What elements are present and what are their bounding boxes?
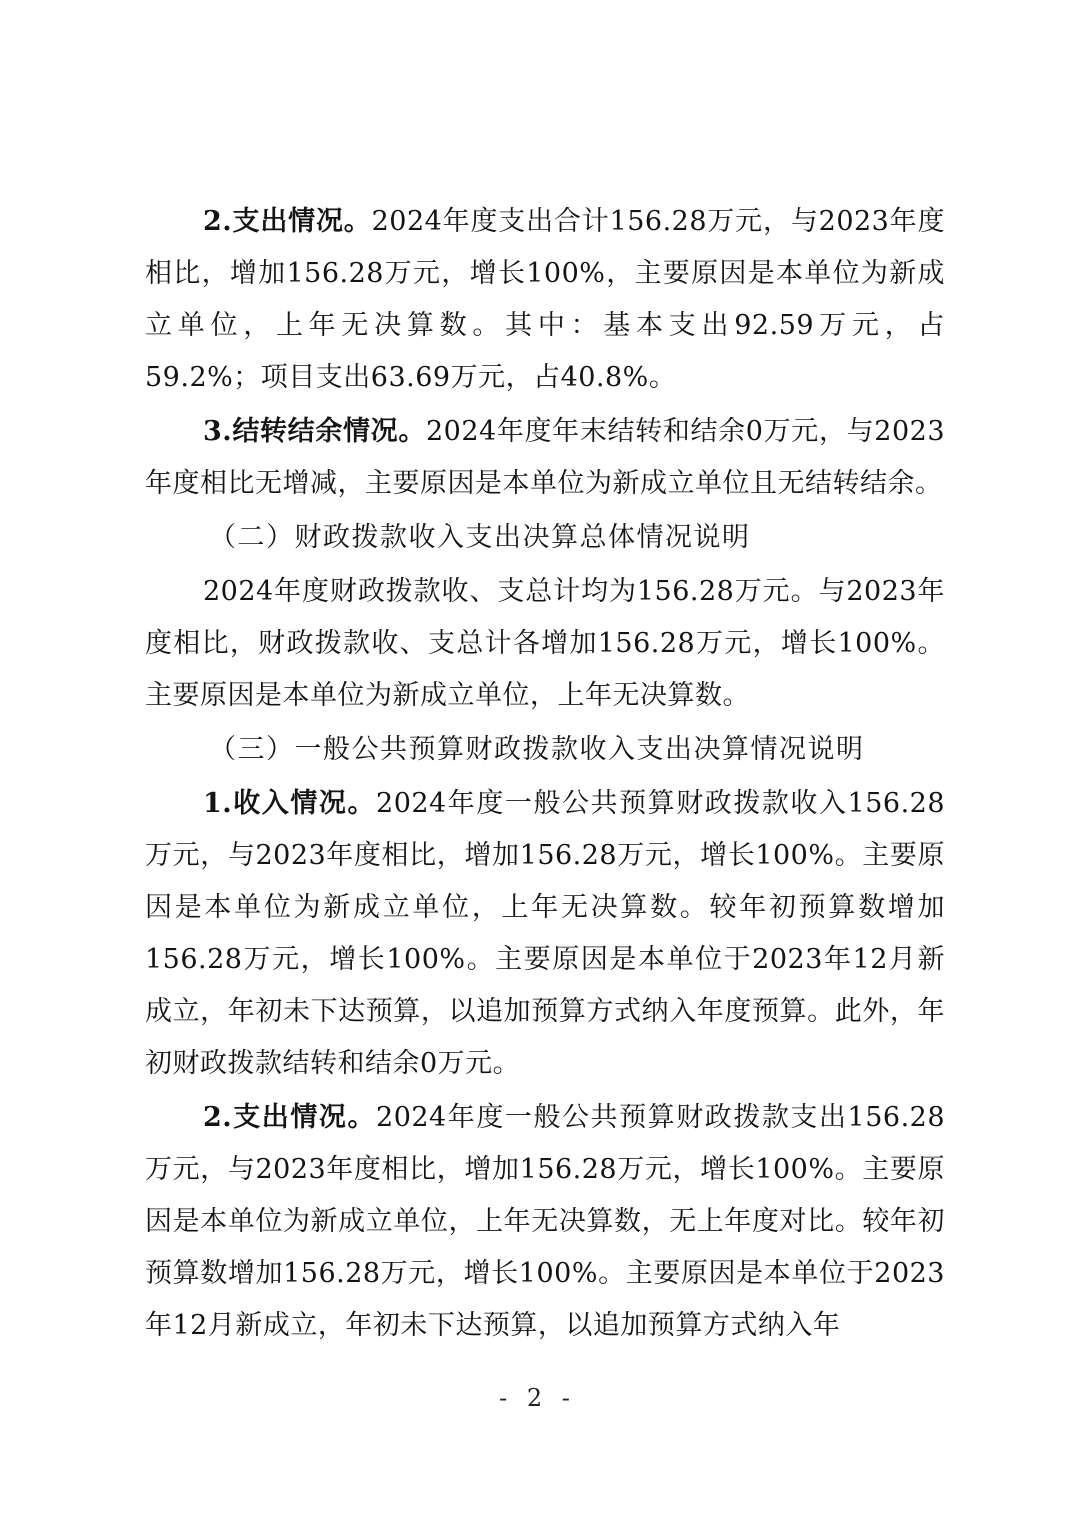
paragraph-text: 2024年度年末结转和结余0万元，与2023年度相比无增减，主要原因是本单位为新成立单位且无结转结余。 (145, 416, 946, 499)
paragraph-lead: 1.收入情况。 (203, 788, 377, 819)
paragraph-text: 2024年度支出合计156.28万元，与2023年度相比，增加156.28万元，增长100%，主要原因是本单位为新成立单位，上年无决算数。其中：基本支出92.59万元，占59.2%；项目支出63.69万元，占40.8%。 (145, 206, 945, 393)
paragraph-text: 2024年度一般公共预算财政拨款收入156.28万元，与2023年度相比，增加156.28万元，增长100%。主要原因是本单位为新成立单位，上年无决算数。较年初预算数增加156.28万元，增长100%。主要原因是本单位于2023年12月新成立，年初未下达预算，以追加预算方式纳入年度预算。此外，年初财政拨款结转和结余0万元。 (145, 788, 946, 1079)
paragraph-text: 2024年度一般公共预算财政拨款支出156.28万元，与2023年度相比，增加156.28万元，增长100%。主要原因是本单位为新成立单位，上年无决算数，无上年度对比。较年初预算数增加156.28万元，增长100%。主要原因是本单位于2023年12月新成立，年初未下达预算，以追加预算方式纳入年 (145, 1102, 946, 1341)
heading-text: （三）一般公共预算财政拨款收入支出决算情况说明 (209, 734, 865, 765)
section-heading-2 (145, 512, 945, 564)
paragraph-carryover (145, 406, 945, 510)
paragraph-general-expenditure (145, 1092, 945, 1352)
paragraph-income (145, 778, 945, 1090)
paragraph-lead: 2.支出情况。 (203, 206, 372, 237)
section-heading-3 (145, 724, 945, 776)
paragraph-fiscal-total (145, 566, 945, 722)
paragraph-lead: 2.支出情况。 (203, 1102, 377, 1133)
document-page (145, 196, 945, 1352)
paragraph-lead: 3.结转结余情况。 (203, 416, 426, 447)
heading-text: （二）财政拨款收入支出决算总体情况说明 (209, 522, 751, 553)
paragraph-expenditure (145, 196, 945, 404)
paragraph-text: 2024年度财政拨款收、支总计均为156.28万元。与2023年度相比，财政拨款收、支总计各增加156.28万元，增长100%。主要原因是本单位为新成立单位，上年无决算数。 (145, 576, 945, 711)
page-number: - 2 - (499, 1384, 576, 1412)
